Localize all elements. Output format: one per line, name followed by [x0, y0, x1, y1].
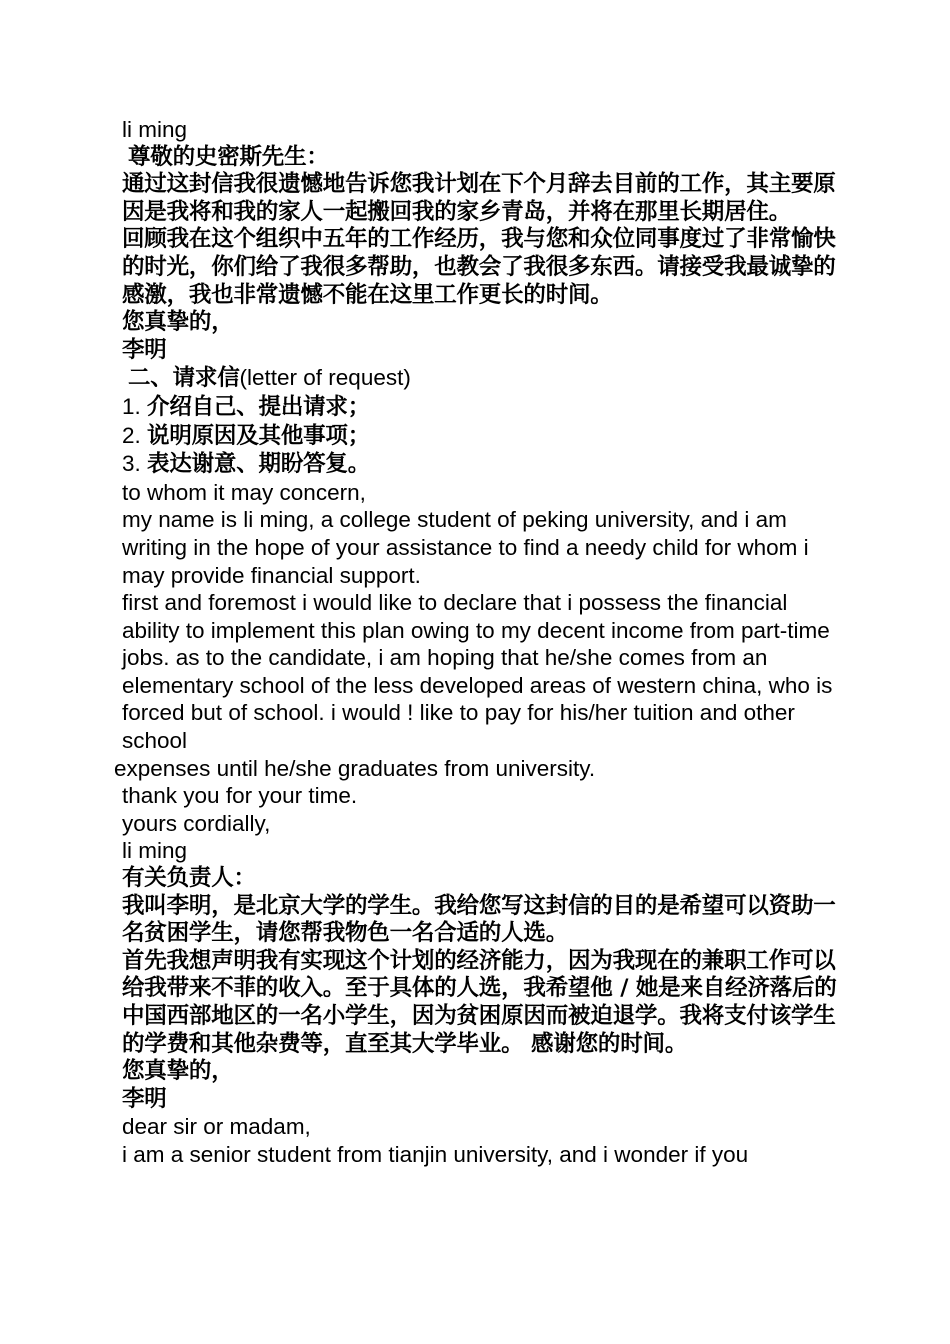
signature-chinese: 李明 — [122, 1085, 167, 1112]
signature-english: li ming — [122, 838, 188, 864]
section-heading-cn: 二、请求信 — [128, 365, 240, 392]
salutation-english: to whom it may concern, — [122, 479, 366, 505]
salutation-english: dear sir or madam, — [122, 1114, 311, 1140]
paragraph-resignation-gratitude: 回顾我在这个组织中五年的工作经历，我与您和众位同事度过了非常愉快的时光，你们给了我很多帮助，也教会了我很多东西。请接受我最诚挚的感激，我也非常遗憾不能在这里工作更长的时间。 — [122, 226, 836, 308]
paragraph-request-details: first and foremost i would like to declare that i possess the financial ability to implement this plan owing to my decent income from part-time jobs. as to the candidate, i am hoping that he/she comes from an elementary school of the less developed areas of western china, who is forced but of school. i would ! like to pay for his/her tuition and other school — [122, 590, 833, 754]
closing-english: yours cordially, — [122, 810, 271, 836]
paragraph-resignation-intro: 通过这封信我很遗憾地告诉您我计划在下个月辞去目前的工作，其主要原因是我将和我的家人一起搬回我的家乡青岛，并将在那里长期居住。 — [122, 171, 836, 225]
list-item — [114, 393, 838, 422]
thanks-line: thank you for your time. — [122, 783, 358, 809]
list-item-text: 表达谢意、期盼答复。 — [147, 451, 371, 478]
list-item-number: 2. — [122, 422, 148, 448]
closing-chinese: 您真挚的， — [122, 309, 234, 336]
closing-chinese: 您真挚的， — [122, 1058, 234, 1085]
list-item — [114, 450, 838, 479]
signature-chinese: 李明 — [122, 336, 167, 363]
signature-english: li ming — [122, 117, 188, 142]
document-page — [114, 116, 838, 1169]
salutation-chinese: 尊敬的史密斯先生： — [128, 143, 329, 170]
section-heading-en: (letter of request) — [239, 365, 411, 391]
list-item-number: 1. — [122, 393, 148, 419]
list-item-text: 说明原因及其他事项； — [147, 422, 371, 449]
list-item-number: 3. — [122, 451, 148, 477]
paragraph-request-intro: my name is li ming, a college student of peking university, and i am writing in the hope of your assistance to find a needy child for whom i may provide financial support. — [122, 507, 809, 588]
salutation-chinese: 有关负责人： — [122, 865, 256, 892]
paragraph-inquiry-intro: i am a senior student from tianjin university, and i wonder if you — [122, 1141, 749, 1167]
paragraph-request-continued: expenses until he/she graduates from university. — [114, 755, 596, 781]
list-item — [114, 422, 838, 451]
paragraph-request-intro-cn: 我叫李明，是北京大学的学生。我给您写这封信的目的是希望可以资助一名贫困学生，请您帮我物色一名合适的人选。 — [122, 892, 836, 947]
list-item-text: 介绍自己、提出请求； — [147, 393, 371, 420]
section-heading-request-letter — [114, 364, 838, 393]
paragraph-request-details-cn: 首先我想声明我有实现这个计划的经济能力，因为我现在的兼职工作可以给我带来不菲的收入。至于具体的人选，我希望他 / 她是来自经济落后的中国西部地区的一名小学生，因为贫困原因而被迫退学。我将支付该学生的学费和其他杂费等，直至其大学毕业。 感谢您的时间。 — [122, 947, 837, 1057]
